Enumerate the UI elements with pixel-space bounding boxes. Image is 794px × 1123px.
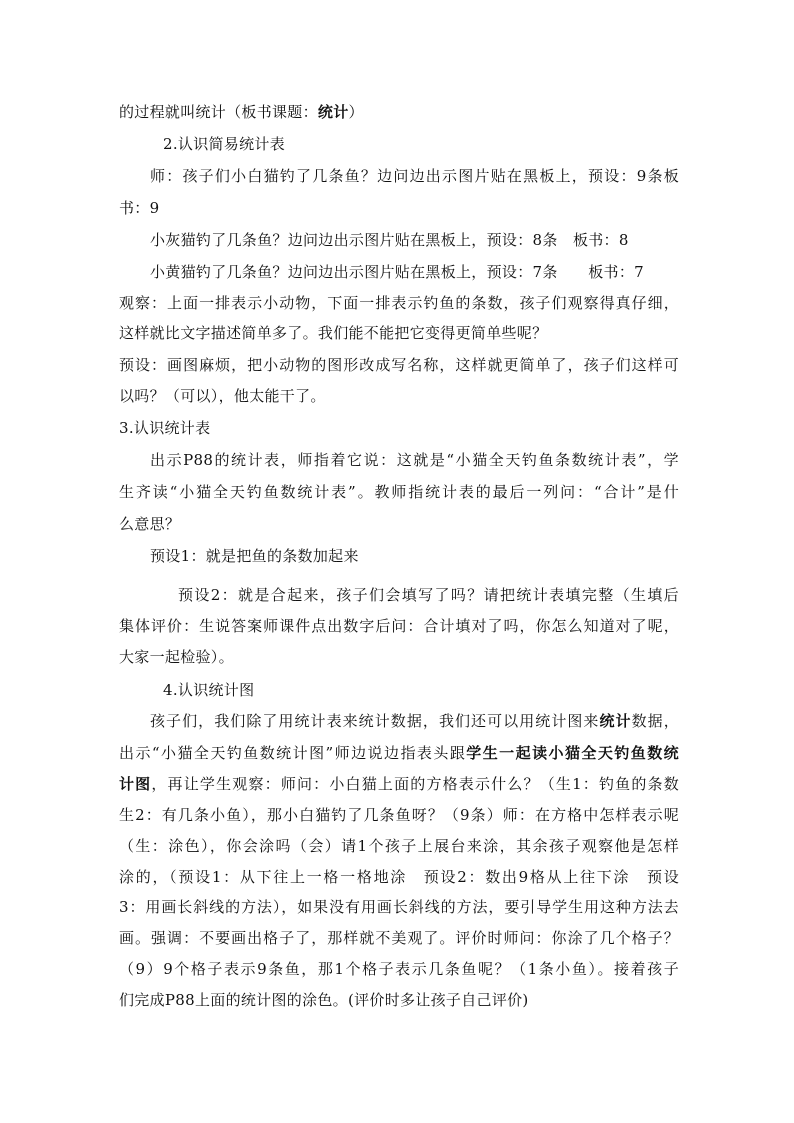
paragraph-line: 生齐读“小猫全天钓鱼数统计表”。教师指统计表的最后一列问：“合计”是什: [119, 483, 679, 501]
paragraph-line: 孩子们，我们除了用统计表来统计数据，我们还可以用统计图来统计数据，: [150, 712, 679, 730]
paragraph-line: （生：涂色），你会涂吗（会）请1个孩子上展台来涂，其余孩子观察他是怎样: [119, 837, 679, 855]
paragraph-line: 画。强调：不要画出格子了，那样就不美观了。评价时师问：你涂了几个格子？: [119, 929, 679, 947]
paragraph-line: 生2：有几条小鱼），那小白猫钓了几条鱼呀？（9条）师：在方格中怎样表示呢: [119, 806, 679, 824]
paragraph-line: 涂的，（预设1：从下往上一格一格地涂 预设2：数出9格从上往下涂 预设: [119, 868, 679, 886]
paragraph-line: 预设2：就是合起来，孩子们会填写了吗？请把统计表填完整（生填后: [178, 586, 679, 604]
paragraph-line: 么意思？: [119, 515, 181, 533]
paragraph-line: 出示P88的统计表，师指着它说：这就是“小猫全天钓鱼条数统计表”，学: [150, 451, 679, 469]
paragraph-line: 师：孩子们小白猫钓了几条鱼？边问边出示图片贴在黑板上，预设：9条板: [150, 167, 679, 185]
paragraph-line: 小灰猫钓了几条鱼？边问边出示图片贴在黑板上，预设：8条 板书：8: [150, 231, 629, 249]
paragraph-line: 出示“小猫全天钓鱼数统计图”师边说边指表头跟学生一起读小猫全天钓鱼数统: [119, 744, 679, 762]
paragraph-line: 小黄猫钓了几条鱼？边问边出示图片贴在黑板上，预设：7条 板书：7: [150, 263, 644, 281]
paragraph-line: 以吗？（可以），他太能干了。: [119, 387, 326, 405]
paragraph-line: 这样就比文字描述简单多了。我们能不能把它变得更简单些呢？: [119, 324, 548, 342]
paragraph-line: 书：9: [119, 199, 160, 217]
section-heading: 4.认识统计图: [163, 681, 255, 699]
paragraph-line: 观察：上面一排表示小动物，下面一排表示钓鱼的条数，孩子们观察得真仔细，: [119, 294, 679, 312]
paragraph-line: 大家一起检验）。: [119, 648, 234, 666]
paragraph-line: 们完成P88上面的统计图的涂色。(评价时多让孩子自己评价): [119, 991, 529, 1009]
paragraph-line: 预设1：就是把鱼的条数加起来: [150, 547, 359, 565]
paragraph-line: 预设：画图麻烦，把小动物的图形改成写名称，这样就更简单了，孩子们这样可: [119, 356, 679, 374]
paragraph-line: 计图，再让学生观察：师问：小白猫上面的方格表示什么？（生1：钓鱼的条数: [119, 775, 679, 793]
section-heading: 2.认识简易统计表: [163, 135, 286, 153]
section-heading: 3.认识统计表: [119, 419, 211, 437]
paragraph-line: 的过程就叫统计（板书课题：统计）: [119, 103, 364, 121]
paragraph-line: （9）9个格子表示9条鱼，那1个格子表示几条鱼呢？（1条小鱼）。接着孩子: [119, 960, 679, 978]
paragraph-line: 3：用画长斜线的方法），如果没有用画长斜线的方法，要引导学生用这种方法去: [119, 898, 679, 916]
paragraph-line: 集体评价：生说答案师课件点出数字后问：合计填对了吗，你怎么知道对了呢，: [119, 617, 679, 635]
